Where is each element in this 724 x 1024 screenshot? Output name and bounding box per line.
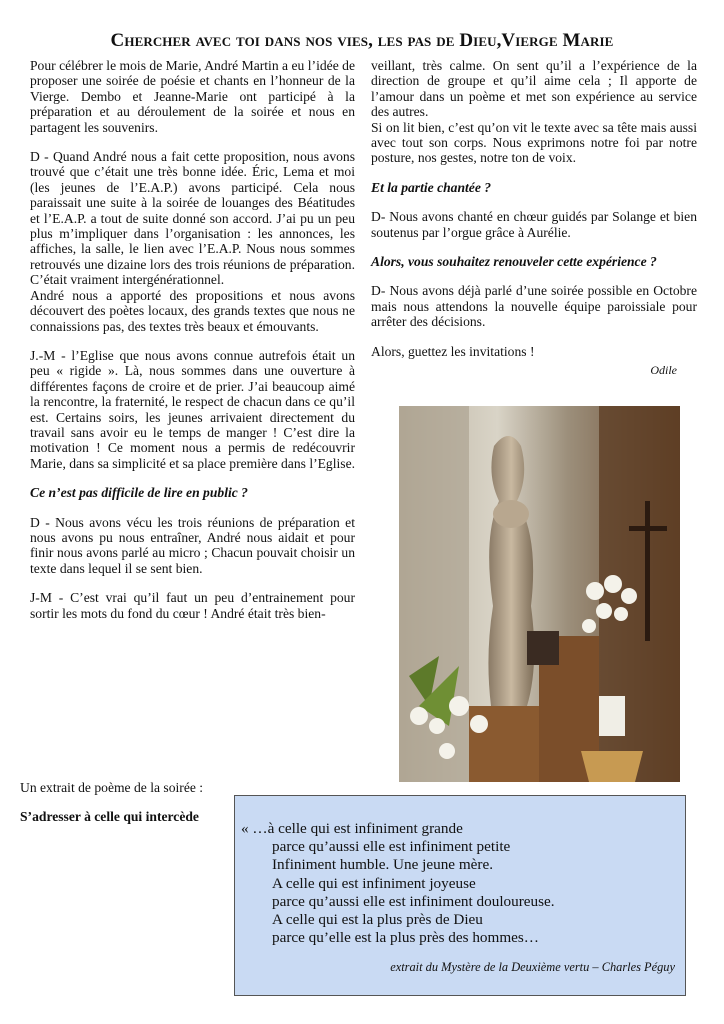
right-column	[371, 58, 697, 379]
question-heading: Alors, vous souhaitez renouveler cette expérience ?	[371, 254, 657, 270]
statue-photo	[399, 406, 680, 782]
poem-line: Infiniment humble. Une jeune mère.	[272, 856, 493, 874]
poem-line: A celle qui est infiniment joyeuse	[272, 874, 476, 892]
poem-box	[234, 795, 686, 996]
paragraph: D - Nous avons vécu les trois réunions de préparation et nous avons pu nous entraîner, André nous aidait et pour finir nous avons parlé au micro ; Chacun pouvait choisir un texte dans lequel il se sent bien.	[30, 514, 355, 576]
poem-line: A celle qui est la plus près de Dieu	[272, 911, 483, 929]
paragraph: Si on lit bien, c’est qu’on vit le texte avec sa tête mais aussi avec tout son corps. Nous exprimons notre foi par notre posture, nos gestes, notre ton de voix.	[371, 119, 697, 166]
poem-line: parce qu’aussi elle est infiniment douloureuse.	[272, 892, 555, 910]
paragraph: D- Nous avons chanté en chœur guidés par Solange et bien soutenus par l’orgue grâce à Aurélie.	[371, 209, 697, 240]
paragraph: J.-M - l’Eglise que nous avons connue autrefois était un peu « rigide ». Là, nous sommes dans une ouverture à différentes façons de croire et de prier. J’ai beaucoup aimé la rencontre, la fraternité, le respect de chacun dans ce qu’il est. Certains soirs, les jeunes arrivaient directement du travail sans avoir eu le temps de manger ! C’est dire la motivation ! Ce moment nous a permis de redécouvrir Marie, dans sa simplicité et sa place première dans l’Eglise.	[30, 347, 356, 471]
page-title: Chercher avec toi dans nos vies, les pas de Dieu,Vierge Marie	[110, 30, 614, 51]
poem-title: S’adresser à celle qui intercède	[20, 809, 199, 824]
paragraph: veillant, très calme. On sent qu’il a l’expérience de la direction de groupe et qu’il aime cela ; Il apporte de l’amour dans un poème et met son expérience au service des autres.	[371, 58, 697, 120]
excerpt-intro: Un extrait de poème de la soirée :	[20, 780, 204, 795]
poem-line: parce qu’aussi elle est infiniment petite	[272, 838, 511, 856]
poem-line: parce qu’elle est la plus près des hommes…	[272, 929, 539, 947]
paragraph: Alors, guettez les invitations !	[371, 343, 535, 359]
poem-lines	[241, 820, 555, 947]
paragraph: D- Nous avons déjà parlé d’une soirée possible en Octobre mais nous attendons la nouvelle équipe paroissiale pour arrêter des décisions.	[371, 283, 697, 330]
question-heading: Et la partie chantée ?	[371, 179, 492, 195]
signature: Odile	[650, 363, 677, 378]
paragraph: Pour célébrer le mois de Marie, André Martin a eu l’idée de proposer une soirée de poésie et chants en l’honneur de la Vierge. Dembo et Jeanne-Marie ont participé à la préparation et au déroulement de la soirée et nous en partagent les souvenirs.	[30, 58, 355, 135]
poem-source: extrait du Mystère de la Deuxième vertu – Charles Péguy	[390, 960, 675, 974]
poem-line: « …à celle qui est infiniment grande	[241, 820, 463, 837]
paragraph: J-M - C’est vrai qu’il faut un peu d’entrainement pour sortir les mots du fond du cœur ! André était très bien-	[30, 590, 355, 621]
question-heading: Ce n’est pas difficile de lire en public ?	[30, 485, 248, 501]
statue-photo-illustration	[399, 406, 680, 782]
left-column	[30, 58, 355, 635]
paragraph: D - Quand André nous a fait cette proposition, nous avons trouvé que c’était une très bonne idée. Éric, Lema et moi (les jeunes de l’E.A.P.) avons participé. Cela nous paraissait une suite à la soirée de louanges des Béatitudes et l’E.A.P. a tout de suite donné son accord. J’ai pu un peu plus m’impliquer dans l’organisation : les annonces, les affiches, la salle, le lien avec l’E.A.P. Nous nous sommes retrouvés une dizaine lors des trois réunions de préparation. C’était vraiment intergénérationnel.	[30, 149, 355, 288]
paragraph: André nous a apporté des propositions et nous avons découvert des poètes locaux, des grands textes que nous ne connaissions pas, des textes très beaux et émouvants.	[30, 287, 355, 334]
